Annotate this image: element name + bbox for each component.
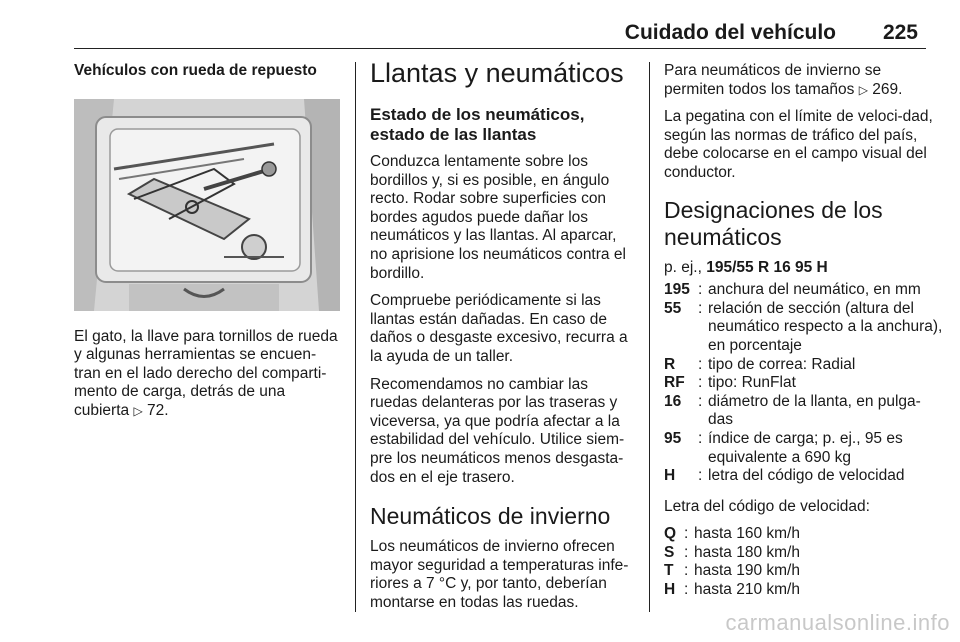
- caption-line: cubierta ▷ 72.: [74, 401, 169, 419]
- subsection-title: Designaciones de los neumáticos: [664, 196, 883, 250]
- list-item: 195 : anchura del neumático, en mm: [664, 281, 921, 299]
- page-reference[interactable]: 269.: [872, 80, 903, 98]
- illustration-image: [74, 99, 340, 311]
- page-header: [74, 0, 926, 48]
- caption-line: y algunas herramientas se encuen-: [74, 346, 317, 364]
- subsection-title: Neumáticos de invierno: [370, 503, 611, 530]
- list-item: 95 : índice de carga; p. ej., 95 es equivalente a 690 kg: [664, 429, 903, 466]
- list-item: Q : hasta 160 km/h: [664, 525, 800, 543]
- paragraph: Compruebe periódicamente si las llantas están dañadas. En caso de daños o desgaste excesivo, recurra a la ayuda de un taller.: [370, 292, 628, 365]
- triangle-ref-icon: ▷: [133, 403, 143, 418]
- paragraph: La pegatina con el límite de veloci-dad, según las normas de tráfico del país, debe colocarse en el campo visual del conductor.: [664, 108, 933, 181]
- list-item: 55 : relación de sección (altura del neumático respecto a la anchura), en porcentaje: [664, 299, 943, 354]
- subsection-heading: Estado de los neumáticos, estado de las llantas: [370, 105, 585, 144]
- list-item: R : tipo de correa: Radial: [664, 355, 856, 373]
- paragraph: Letra del código de velocidad:: [664, 497, 870, 515]
- list-item: 16 : diámetro de la llanta, en pulga-das: [664, 392, 921, 429]
- paragraph: Conduzca lentamente sobre los bordillos y, si es posible, en ángulo recto. Rodar sobre superficies con bordes agudos puede dañar los neumáticos y las llantas. Al aparcar, no aprisione los neumáticos contra el bordillo.: [370, 153, 626, 282]
- column-1: [74, 62, 342, 421]
- caption-line: El gato, la llave para tornillos de rueda: [74, 327, 338, 345]
- list-item: RF : tipo: RunFlat: [664, 374, 796, 392]
- list-item: S : hasta 180 km/h: [664, 543, 800, 561]
- figure-caption: [74, 328, 342, 421]
- header-rule: [74, 48, 926, 49]
- list-item: H : letra del código de velocidad: [664, 467, 905, 485]
- column-divider: [649, 62, 650, 612]
- page-reference[interactable]: 72.: [147, 401, 169, 419]
- trunk-jack-photo: [74, 99, 340, 311]
- column-3: [664, 62, 944, 600]
- list-item: T : hasta 190 km/h: [664, 562, 800, 580]
- section-title: Llantas y neumáticos: [370, 58, 624, 88]
- page-number: 225: [882, 21, 918, 44]
- caption-line: mento de carga, detrás de una: [74, 383, 286, 401]
- paragraph: Para neumáticos de invierno se permiten todos los tamaños ▷ 269.: [664, 62, 903, 98]
- column-divider: [355, 62, 356, 612]
- chapter-title: Cuidado del vehículo: [624, 21, 836, 44]
- list-item: H : hasta 210 km/h: [664, 581, 800, 599]
- paragraph: Recomendamos no cambiar las ruedas delanteras por las traseras y viceversa, ya que podría afectar a la estabilidad del vehículo. Utilice siem-pre los neumáticos menos desgasta-dos en el eje trasero.: [370, 375, 625, 486]
- designation-list: [664, 281, 944, 486]
- designation-example: p. ej., 195/55 R 16 95 H: [664, 258, 828, 276]
- triangle-ref-icon: ▷: [858, 82, 868, 97]
- column-2: [370, 58, 634, 621]
- paragraph: Los neumáticos de invierno ofrecen mayor seguridad a temperaturas infe-riores a 7 °C y, por tanto, deberían montarse en todas las ruedas.: [370, 538, 629, 611]
- speed-code-list: [664, 525, 944, 599]
- section-heading: Vehículos con rueda de repuesto: [74, 62, 317, 79]
- watermark-text: carmanualsonline.info: [725, 610, 950, 635]
- caption-line: tran en el lado derecho del comparti-: [74, 364, 327, 382]
